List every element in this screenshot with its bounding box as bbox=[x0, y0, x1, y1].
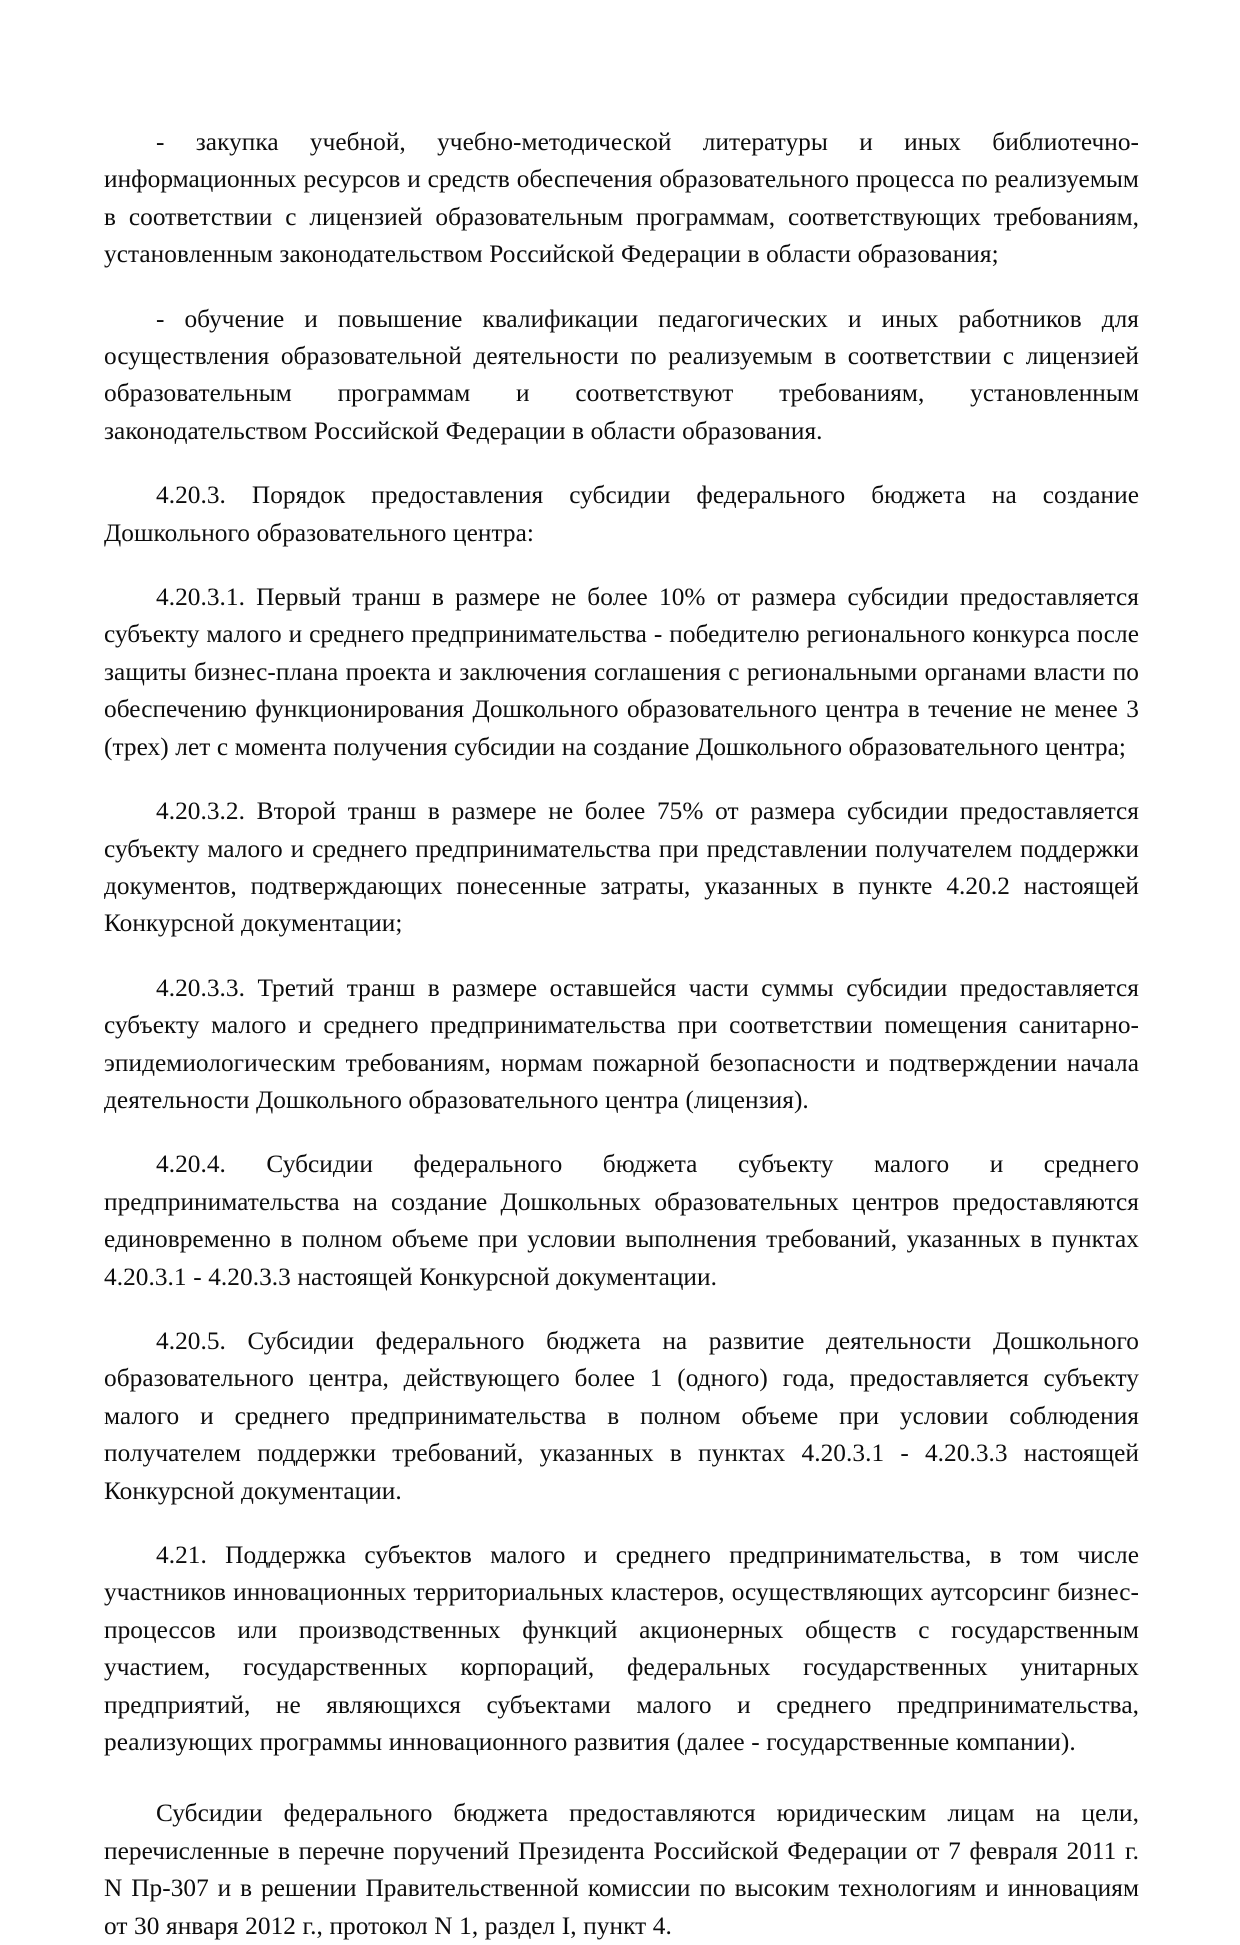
paragraph-bullet-staff-training: - обучение и повышение квалификации педагогических и иных работников для осуществления образовательной деятельности по реализуемым в соответствии с лицензией образовательным программам и соответствуют требованиям, установленным законодательством Российской Федерации в области образования. bbox=[104, 304, 1139, 445]
paragraph-bullet-literature-purchase: - закупка учебной, учебно-методической литературы и иных библиотечно-информационных ресурсов и средств обеспечения образовательного процесса по реализуемым в соответствии с лицензией образовательным программам, соответствующих требованиям, установленным законодательством Российской Федерации в области образования; bbox=[104, 128, 1139, 269]
paragraph-clause-4-20-5: 4.20.5. Субсидии федерального бюджета на развитие деятельности Дошкольного образовательного центра, действующего более 1 (одного) года, предоставляется субъекту малого и среднего предпринимательства в полном объеме при условии соблюдения получателем поддержки требований, указанных в пунктах 4.20.3.1 - 4.20.3.3 настоящей Конкурсной документации. bbox=[104, 1326, 1139, 1505]
paragraph-clause-4-20-3-1: 4.20.3.1. Первый транш в размере не более 10% от размера субсидии предоставляется субъекту малого и среднего предпринимательства - победителю регионального конкурса после защиты бизнес-плана проекта и заключения соглашения с региональными органами власти по обеспечению функционирования Дошкольного образовательного центра в течение не менее 3 (трех) лет с момента получения субсидии на создание Дошкольного образовательного центра; bbox=[104, 583, 1139, 761]
paragraph-clause-subsidies-legal-entities: Субсидии федерального бюджета предоставляются юридическим лицам на цели, перечисленные в перечне поручений Президента Российской Федерации от 7 февраля 2011 г. N Пр-307 и в решении Правительственной комиссии по высоким технологиям и инновациям от 30 января 2012 г., протокол N 1, раздел I, пункт 4. bbox=[104, 1799, 1139, 1940]
paragraph-clause-4-20-3: 4.20.3. Порядок предоставления субсидии федерального бюджета на создание Дошкольного образовательного центра: bbox=[104, 481, 1139, 547]
paragraph-clause-4-21: 4.21. Поддержка субъектов малого и среднего предпринимательства, в том числе участников инновационных территориальных кластеров, осуществляющих аутсорсинг бизнес-процессов или производственных функций акционерных обществ с государственным участием, государственных корпораций, федеральных государственных унитарных предприятий, не являющихся субъектами малого и среднего предпринимательства, реализующих программы инновационного развития (далее - государственные компании). bbox=[104, 1541, 1139, 1757]
paragraph-clause-4-20-4: 4.20.4. Субсидии федерального бюджета субъекту малого и среднего предпринимательства на создание Дошкольных образовательных центров предоставляются единовременно в полном объеме при условии выполнения требований, указанных в пунктах 4.20.3.1 - 4.20.3.3 настоящей Конкурсной документации. bbox=[104, 1150, 1139, 1291]
document-text-column bbox=[104, 124, 1139, 1945]
paragraph-clause-4-20-3-3: 4.20.3.3. Третий транш в размере оставшейся части суммы субсидии предоставляется субъекту малого и среднего предпринимательства при соответствии помещения санитарно-эпидемиологическим требованиям, нормам пожарной безопасности и подтверждении начала деятельности Дошкольного образовательного центра (лицензия). bbox=[104, 973, 1139, 1114]
paragraph-clause-4-20-3-2: 4.20.3.2. Второй транш в размере не более 75% от размера субсидии предоставляется субъекту малого и среднего предпринимательства при представлении получателем поддержки документов, подтверждающих понесенные затраты, указанных в пункте 4.20.2 настоящей Конкурсной документации; bbox=[104, 797, 1139, 938]
